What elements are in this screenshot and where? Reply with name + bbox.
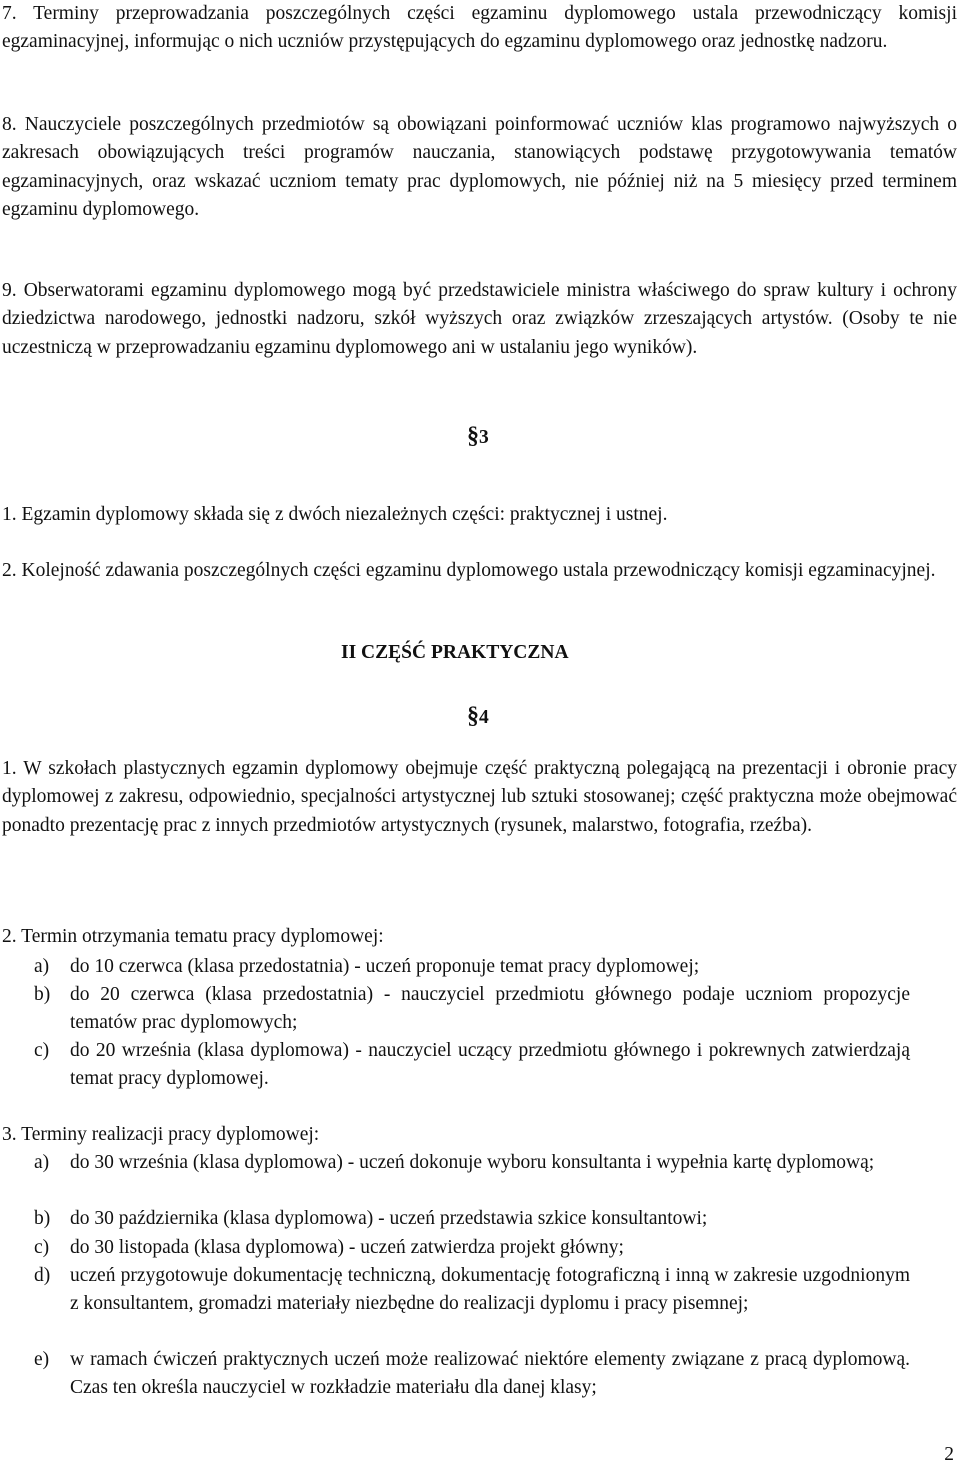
list-marker: a) xyxy=(34,1152,50,1173)
list-text: do 10 czerwca (klasa przedostatnia) - uczeń proponuje temat pracy dyplomowej; xyxy=(70,956,700,977)
list-marker: c) xyxy=(34,1237,50,1258)
paragraph-7: 7. Terminy przeprowadzania poszczególnych części egzaminu dyplomowego ustala przewodniczący komisji egzaminacyjnej, informując o nich uczniów przystępujących do egzaminu dyplomowego oraz jednostkę nadzoru. xyxy=(2,3,957,53)
list-text: do 20 września (klasa dyplomowa) - nauczyciel uczący przedmiotu głównego i pokrewnych zatwierdzają temat pracy dyplomowej. xyxy=(70,1040,910,1090)
list-item xyxy=(34,953,910,981)
list-item xyxy=(34,1346,910,1403)
list-item xyxy=(34,1262,910,1319)
paragraph-9: 9. Obserwatorami egzaminu dyplomowego mogą być przedstawiciele ministra właściwego do spraw kultury i ochrony dziedzictwa narodowego, jednostki nadzoru, szkół wyższych oraz związków zrzeszających artystów. (Osoby te nie uczestniczą w przeprowadzaniu egzaminu dyplomowego ani w ustalaniu jego wyników). xyxy=(2,280,957,358)
page-number: 2 xyxy=(944,1444,954,1465)
section-4-point-1: 1. W szkołach plastycznych egzamin dyplomowy obejmuje część praktyczną polegającą na prezentacji i obronie pracy dyplomowej z zakresu, odpowiednio, specjalności artystycznej lub sztuki stosowanej; część praktyczna może obejmować ponadto prezentację prac z innych przedmiotów artystycznych (rysunek, malarstwo, fotografia, rzeźba). xyxy=(2,758,957,836)
section-3-point-1: 1. Egzamin dyplomowy składa się z dwóch niezależnych części: praktycznej i ustnej. xyxy=(2,504,668,525)
list-text: do 30 października (klasa dyplomowa) - uczeń przedstawia szkice konsultantowi; xyxy=(70,1208,708,1229)
list-item xyxy=(34,1037,910,1094)
list-marker: a) xyxy=(34,956,50,977)
list-marker: b) xyxy=(34,984,51,1005)
list-marker: e) xyxy=(34,1349,50,1370)
list-marker: b) xyxy=(34,1208,51,1229)
section-4-point-2: 2. Termin otrzymania tematu pracy dyplomowej: xyxy=(2,926,384,947)
part-heading: II CZĘŚĆ PRAKTYCZNA xyxy=(341,642,569,663)
list-marker: d) xyxy=(34,1265,51,1286)
list-item xyxy=(34,1234,910,1262)
list-item xyxy=(34,1149,910,1177)
list-text: do 20 czerwca (klasa przedostatnia) - nauczyciel przedmiotu głównego podaje uczniom propozycje tematów prac dyplomowych; xyxy=(70,984,910,1034)
section-number: 3 xyxy=(479,427,489,448)
list-item xyxy=(34,1205,910,1233)
list-text: do 30 września (klasa dyplomowa) - uczeń dokonuje wyboru konsultanta i wypełnia kartę dyplomową; xyxy=(70,1152,875,1173)
list-marker: c) xyxy=(34,1040,50,1061)
list-text: w ramach ćwiczeń praktycznych uczeń może realizować niektóre elementy związane z pracą dyplomową. Czas ten określa nauczyciel w rozkładzie materiału dla danej klasy; xyxy=(70,1349,910,1399)
section-3-point-2: 2. Kolejność zdawania poszczególnych części egzaminu dyplomowego ustala przewodniczący komisji egzaminacyjnej. xyxy=(2,560,936,581)
section-number: 4 xyxy=(479,707,489,728)
section-symbol: § xyxy=(467,423,479,449)
list-text: uczeń przygotowuje dokumentację techniczną, dokumentację fotograficzną i inną w zakresie uzgodnionym z konsultantem, gromadzi materiały niezbędne do realizacji dyplomu i pracy pisemnej; xyxy=(70,1265,910,1315)
section-symbol: § xyxy=(467,703,479,729)
section-4-point-3: 3. Terminy realizacji pracy dyplomowej: xyxy=(2,1124,320,1145)
list-item xyxy=(34,981,910,1038)
list-text: do 30 listopada (klasa dyplomowa) - uczeń zatwierdza projekt główny; xyxy=(70,1237,624,1258)
section-4-heading xyxy=(467,703,489,730)
section-3-heading xyxy=(467,423,489,450)
paragraph-8: 8. Nauczyciele poszczególnych przedmiotów są obowiązani poinformować uczniów klas programowo najwyższych o zakresach obowiązujących treści programów nauczania, stanowiących podstawę przygotowywania tematów egzaminacyjnych, oraz wskazać uczniom tematy prac dyplomowych, nie później niż na 5 miesięcy przed terminem egzaminu dyplomowego. xyxy=(2,114,957,221)
